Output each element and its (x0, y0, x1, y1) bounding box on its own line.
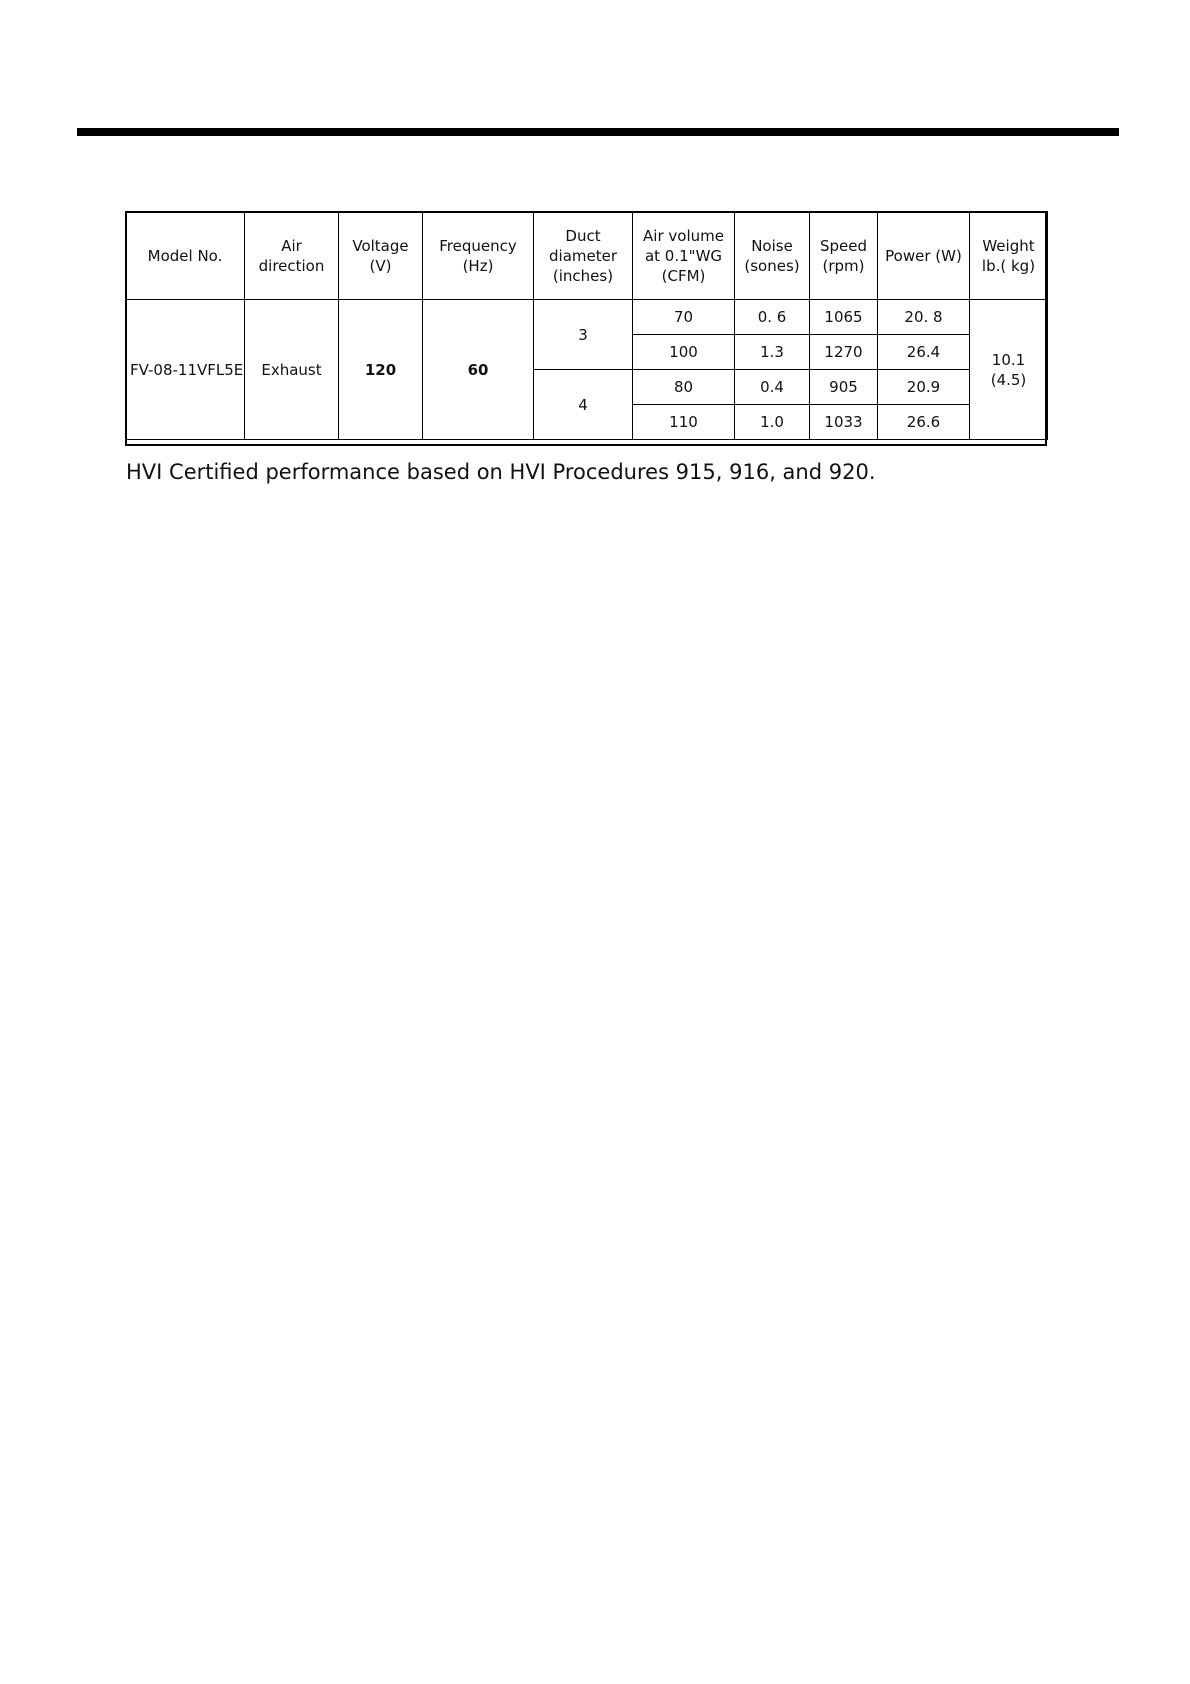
footnote: HVI Certified performance based on HVI Procedures 915, 916, and 920. (126, 460, 876, 484)
noise-cell: 1.3 (735, 335, 810, 370)
header-power: Power (W) (878, 212, 970, 300)
header-weight: Weight lb.( kg) (970, 212, 1048, 300)
power-cell: 26.6 (878, 405, 970, 440)
noise-cell: 0.4 (735, 370, 810, 405)
header-speed: Speed (rpm) (810, 212, 878, 300)
header-row (126, 212, 1048, 300)
speed-cell: 1033 (810, 405, 878, 440)
air-volume-cell: 80 (633, 370, 735, 405)
speed-cell: 905 (810, 370, 878, 405)
power-cell: 26.4 (878, 335, 970, 370)
spec-table (125, 211, 1048, 440)
noise-cell: 0. 6 (735, 300, 810, 335)
air-volume-cell: 100 (633, 335, 735, 370)
air-volume-cell: 110 (633, 405, 735, 440)
duct-diameter-cell: 4 (534, 370, 633, 440)
weight-cell: 10.1 (4.5) (970, 300, 1048, 440)
top-rule (77, 128, 1119, 136)
air-volume-cell: 70 (633, 300, 735, 335)
header-frequency: Frequency (Hz) (423, 212, 534, 300)
noise-cell: 1.0 (735, 405, 810, 440)
model-number-cell: FV-08-11VFL5E (126, 300, 245, 440)
air-direction-cell: Exhaust (245, 300, 339, 440)
header-noise: Noise (sones) (735, 212, 810, 300)
header-air-direction: Air direction (245, 212, 339, 300)
speed-cell: 1270 (810, 335, 878, 370)
duct-diameter-cell: 3 (534, 300, 633, 370)
header-voltage: Voltage (V) (339, 212, 423, 300)
power-cell: 20. 8 (878, 300, 970, 335)
header-model-no: Model No. (126, 212, 245, 300)
frequency-cell: 60 (423, 300, 534, 440)
table-row (126, 300, 1048, 335)
header-air-volume: Air volume at 0.1"WG (CFM) (633, 212, 735, 300)
power-cell: 20.9 (878, 370, 970, 405)
header-duct-diameter: Duct diameter (inches) (534, 212, 633, 300)
voltage-cell: 120 (339, 300, 423, 440)
speed-cell: 1065 (810, 300, 878, 335)
